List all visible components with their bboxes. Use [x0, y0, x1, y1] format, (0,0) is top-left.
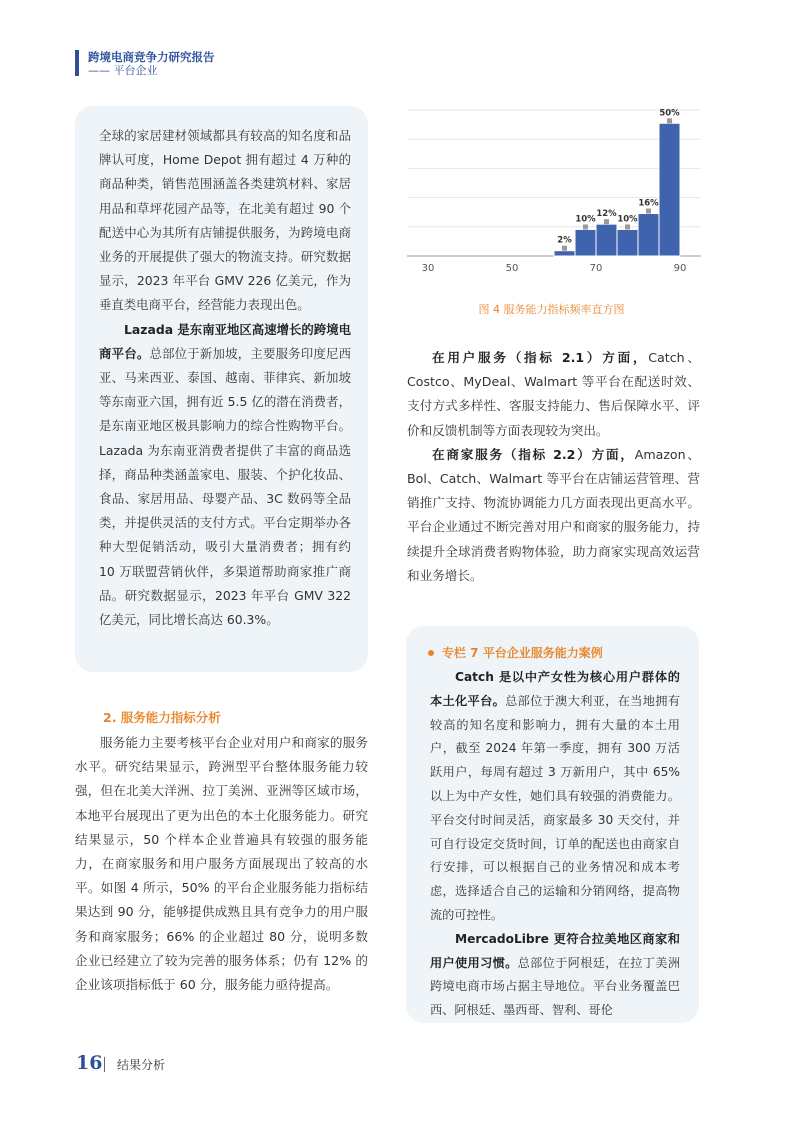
histogram-bar [575, 229, 596, 256]
section-body [75, 731, 368, 997]
error-marker [583, 224, 588, 229]
catch-paragraph [430, 666, 680, 928]
bar-value-label: 10% [575, 214, 596, 225]
bar-value-label: 12% [596, 209, 617, 220]
histogram-bar [554, 251, 575, 256]
home-depot-paragraph: 全球的家居建材领域都具有较高的知名度和品牌认可度，Home Depot 拥有超过 4 万种的商品种类，销售范围涵盖各类建筑材料、家居用品和草坪花园产品等，在北美有超过 90 个配送中心为其所有店铺提供服务，为跨境电商业务的开展提供了强大的物流支持。研究数据显示，2023 年平台 GMV 226 亿美元，作为垂直类电商平台，经营能力表现出色。 [99, 128, 351, 313]
catch-heading: Catch 是以中产女性为核心用户群体的本土化平台。 [430, 670, 680, 708]
mercadolibre-text: 总部位于阿根廷，在拉丁美洲跨境电商市场占据主导地位。平台业务覆盖巴西、阿根廷、墨西哥、智利、哥伦 [430, 955, 681, 1018]
user-service-heading: 在用户服务（指标 2.1）方面， [432, 350, 649, 365]
histogram-bar [596, 224, 617, 256]
error-marker [562, 246, 567, 251]
footer-section-label: 结果分析 [117, 1058, 166, 1072]
error-marker [604, 219, 609, 224]
error-marker [646, 209, 651, 214]
merchant-service-paragraph [407, 443, 700, 588]
bar-value-label: 50% [659, 108, 680, 119]
mercadolibre-paragraph [430, 928, 680, 1023]
x-tick-label: 50 [505, 263, 519, 274]
company-profile-box [75, 106, 368, 672]
lazada-text: 总部位于新加坡，主要服务印度尼西亚、马来西亚、泰国、越南、菲律宾、新加坡等东南亚六国，拥有近 5.5 亿的潜在消费者，是东南亚地区极具影响力的综合性购物平台。Lazada 为东南亚消费者提供了丰富的商品选择，商品种类涵盖家电、服装、个护化妆品、食品、家居用品、母婴产品、3C 数码等全品类，并提供灵活的支付方式。平台定期举办各种大型促销活动，吸引大量消费者；拥有约 10 万联盟营销伙伴，多渠道帮助商家推广商品。研究数据显示，2023 年平台 GMV 322 亿美元，同比增长高达 60.3%。 [99, 345, 352, 628]
bullet-dot-icon [428, 650, 434, 656]
report-title: 跨境电商竞争力研究报告 [88, 50, 215, 64]
case-box-title-text: 专栏 7 平台企业服务能力案例 [442, 646, 603, 660]
case-study-box [406, 626, 699, 1023]
user-service-paragraph [407, 346, 700, 443]
histogram-bar [659, 123, 680, 256]
error-marker [667, 118, 672, 123]
section-paragraph: 服务能力主要考核平台企业对用户和商家的服务水平。研究结果显示，跨洲型平台整体服务能力较强，但在北美大洋洲、拉丁美洲、亚洲等区域市场，本地平台展现出了更为出色的本土化服务能力。研究结果显示，50 个样本企业普遍具有较强的服务能力，在商家服务和用户服务方面展现出了较高的水平。如图 4 所示，50% 的平台企业服务能力指标结果达到 90 分，能够提供成熟且具有竞争力的用户服务和商家服务；66% 的企业超过 80 分，说明多数企业已经建立了较为完善的服务体系；仍有 12% 的企业该项指标低于 60 分，服务能力亟待提高。 [75, 735, 368, 993]
merchant-service-heading: 在商家服务（指标 2.2）方面， [432, 446, 635, 462]
catch-text: 总部位于澳大利亚，在当地拥有较高的知名度和影响力，拥有大量的本土用户，截至 2024 年第一季度，拥有 300 万活跃用户，每周有超过 3 万新用户，其中 65% 以上为中产女性，她们具有较强的消费能力。平台交付时间灵活，商家最多 30 天交付，并可自行设定交货时间，订单的配送也由商家自行安排，可以根据自己的业务情况和成本考虑，选择适合自己的运输和分销网络，提高物流的可控性。 [430, 693, 681, 922]
service-capability-histogram [405, 96, 705, 276]
x-tick-label: 90 [673, 263, 687, 274]
x-tick-label: 70 [589, 263, 603, 274]
histogram-bar [617, 229, 638, 256]
lazada-heading: Lazada 是东南亚地区高速增长的跨境电商平台。 [99, 321, 351, 361]
bar-value-label: 10% [617, 214, 638, 225]
page-number: 16 [76, 1052, 103, 1074]
footer-divider [104, 1057, 105, 1072]
report-subtitle: —— 平台企业 [88, 64, 158, 77]
x-tick-label: 30 [421, 263, 435, 274]
case-box-title [428, 644, 603, 661]
service-analysis-text [407, 346, 700, 588]
section-title: 2. 服务能力指标分析 [103, 710, 221, 725]
merchant-service-text: Amazon、Bol、Catch、Walmart 等平台在店铺运营管理、营销推广支持、物流协调能力几方面表现出更高水平。平台企业通过不断完善对用户和商家的服务能力，持续提升全球消费者购物体验，助力商家实现高效运营和业务增长。 [407, 446, 700, 583]
histogram-bar [638, 214, 659, 256]
lazada-paragraph [99, 318, 351, 633]
chart-caption: 图 4 服务能力指标频率直方图 [478, 303, 625, 316]
mercadolibre-heading: MercadoLibre 更符合拉美地区商家和用户使用习惯。 [430, 931, 680, 970]
bar-value-label: 16% [638, 198, 659, 209]
bar-value-label: 2% [557, 235, 572, 246]
header-accent-bar [75, 50, 79, 76]
user-service-text: Catch、Costco、MyDeal、Walmart 等平台在配送时效、支付方式多样性、客服支持能力、售后保障水平、评价和反馈机制等方面表现较为突出。 [407, 350, 700, 438]
error-marker [625, 224, 630, 229]
